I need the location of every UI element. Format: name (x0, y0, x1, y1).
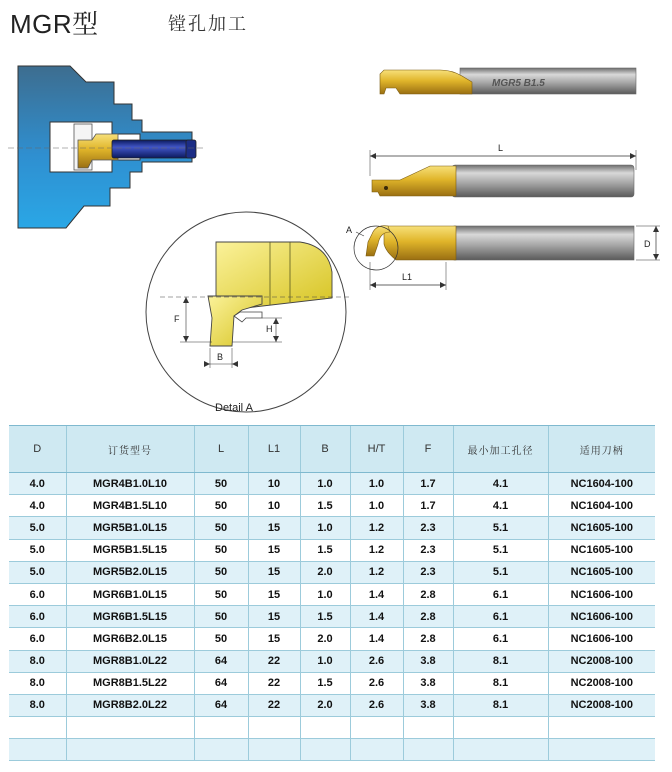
table-cell (248, 739, 300, 761)
table-cell (548, 717, 655, 739)
table-cell (453, 717, 548, 739)
table-cell: 4.1 (453, 495, 548, 517)
table-cell: 3.8 (403, 694, 453, 716)
table-cell: 10 (248, 473, 300, 495)
table-cell: 15 (248, 561, 300, 583)
table-cell: 1.4 (350, 583, 403, 605)
table-cell: NC1604-100 (548, 495, 655, 517)
table-cell (66, 717, 194, 739)
table-cell: MGR6B2.0L15 (66, 628, 194, 650)
table-cell: NC1605-100 (548, 517, 655, 539)
table-cell (350, 739, 403, 761)
table-cell: 2.3 (403, 561, 453, 583)
dimension-H: H (266, 324, 273, 334)
col-header-HT: H/T (350, 426, 403, 473)
table-row (9, 672, 655, 694)
table-cell: 2.3 (403, 517, 453, 539)
label-A: A (346, 225, 353, 235)
table-cell: 22 (248, 650, 300, 672)
table-cell (9, 739, 66, 761)
table-cell: 1.4 (350, 606, 403, 628)
table-cell: 4.0 (9, 495, 66, 517)
table-cell: 1.0 (350, 473, 403, 495)
table-cell: 3.8 (403, 650, 453, 672)
table-row (9, 561, 655, 583)
table-cell (453, 739, 548, 761)
dimension-B: B (217, 352, 224, 362)
table-cell: 1.0 (300, 473, 350, 495)
tool-photo (380, 68, 636, 94)
table-cell: 2.0 (300, 694, 350, 716)
table-row (9, 495, 655, 517)
table-row (9, 739, 655, 761)
table-cell: 8.1 (453, 650, 548, 672)
table-cell: 50 (194, 495, 248, 517)
table-cell: 1.5 (300, 672, 350, 694)
tool-side-view (370, 143, 636, 197)
table-cell: 50 (194, 628, 248, 650)
table-cell: 1.2 (350, 539, 403, 561)
table-row (9, 583, 655, 605)
table-cell: 4.0 (9, 473, 66, 495)
table-cell: 6.0 (9, 606, 66, 628)
page-title: MGR型 (10, 9, 99, 39)
table-cell: 50 (194, 473, 248, 495)
table-cell: 5.0 (9, 539, 66, 561)
table-cell: 5.0 (9, 561, 66, 583)
table-cell (403, 717, 453, 739)
table-cell (194, 739, 248, 761)
table-cell: NC2008-100 (548, 650, 655, 672)
table-cell: 15 (248, 539, 300, 561)
table-cell (9, 717, 66, 739)
table-cell: 2.6 (350, 694, 403, 716)
table-cell: 1.5 (300, 539, 350, 561)
dimension-L: L (498, 143, 504, 153)
table-cell: NC1606-100 (548, 628, 655, 650)
table-cell: NC1605-100 (548, 539, 655, 561)
table-cell: 22 (248, 672, 300, 694)
table-cell: NC2008-100 (548, 694, 655, 716)
table-cell: 5.1 (453, 517, 548, 539)
table-cell: NC2008-100 (548, 672, 655, 694)
table-cell: 4.1 (453, 473, 548, 495)
workpiece-section (8, 66, 205, 228)
table-row (9, 628, 655, 650)
table-cell: 2.8 (403, 583, 453, 605)
table-cell: 3.8 (403, 672, 453, 694)
col-header-L1: L1 (248, 426, 300, 473)
table-cell (548, 739, 655, 761)
detail-a-drawing (146, 212, 353, 412)
table-cell: MGR5B2.0L15 (66, 561, 194, 583)
table-cell: 50 (194, 539, 248, 561)
dimension-L1: L1 (402, 272, 413, 282)
table-cell: 1.0 (300, 583, 350, 605)
table-cell: 64 (194, 672, 248, 694)
table-cell (403, 739, 453, 761)
table-row (9, 517, 655, 539)
table-cell: MGR8B2.0L22 (66, 694, 194, 716)
table-cell: 6.1 (453, 628, 548, 650)
col-header-holder: 适用刀柄 (548, 426, 655, 473)
table-cell: 64 (194, 694, 248, 716)
table-cell: 2.6 (350, 672, 403, 694)
col-header-F: F (403, 426, 453, 473)
col-header-L: L (194, 426, 248, 473)
table-cell (248, 717, 300, 739)
table-cell: 6.0 (9, 583, 66, 605)
table-cell: 1.5 (300, 606, 350, 628)
table-cell: NC1606-100 (548, 583, 655, 605)
dimension-D: D (644, 239, 651, 249)
table-cell: 6.0 (9, 628, 66, 650)
table-cell: 5.0 (9, 517, 66, 539)
table-cell: 15 (248, 517, 300, 539)
table-cell: 1.0 (350, 495, 403, 517)
table-row (9, 650, 655, 672)
table-cell (300, 717, 350, 739)
table-cell: 2.6 (350, 650, 403, 672)
table-cell: 1.0 (300, 517, 350, 539)
tool-top-view (346, 225, 660, 290)
table-cell: 8.0 (9, 694, 66, 716)
table-cell (300, 739, 350, 761)
spec-table (9, 425, 655, 761)
col-header-min-bore: 最小加工孔径 (453, 426, 548, 473)
table-cell: 15 (248, 583, 300, 605)
col-header-order-code: 订货型号 (66, 426, 194, 473)
table-cell: 2.8 (403, 628, 453, 650)
table-cell: 1.4 (350, 628, 403, 650)
table-cell: 10 (248, 495, 300, 517)
table-cell (350, 717, 403, 739)
table-cell: 50 (194, 517, 248, 539)
table-cell: NC1605-100 (548, 561, 655, 583)
table-cell: 1.2 (350, 517, 403, 539)
table-cell: 1.2 (350, 561, 403, 583)
table-cell: 22 (248, 694, 300, 716)
table-cell: 8.1 (453, 672, 548, 694)
table-row (9, 717, 655, 739)
table-cell: MGR5B1.5L15 (66, 539, 194, 561)
table-cell: 5.1 (453, 539, 548, 561)
table-row (9, 694, 655, 716)
table-cell: 50 (194, 561, 248, 583)
table-header-row (9, 426, 655, 473)
table-cell: 2.0 (300, 628, 350, 650)
table-cell: 2.3 (403, 539, 453, 561)
tool-marking: MGR5 B1.5 (492, 78, 545, 89)
table-cell: MGR8B1.0L22 (66, 650, 194, 672)
table-cell: 2.8 (403, 606, 453, 628)
table-cell: 8.0 (9, 672, 66, 694)
table-cell: 6.1 (453, 606, 548, 628)
table-cell: 2.0 (300, 561, 350, 583)
table-cell: NC1604-100 (548, 473, 655, 495)
table-cell: MGR4B1.5L10 (66, 495, 194, 517)
col-header-D: D (9, 426, 66, 473)
detail-a-caption: Detail A (215, 402, 253, 414)
table-cell: 15 (248, 606, 300, 628)
table-cell (66, 739, 194, 761)
table-cell: MGR6B1.5L15 (66, 606, 194, 628)
table-row (9, 606, 655, 628)
table-cell (194, 717, 248, 739)
dimension-F: F (174, 314, 180, 324)
table-cell: MGR8B1.5L22 (66, 672, 194, 694)
page-subtitle: 镗孔加工 (168, 14, 248, 35)
table-cell: MGR5B1.0L15 (66, 517, 194, 539)
table-cell: 1.7 (403, 473, 453, 495)
table-row (9, 473, 655, 495)
table-row (9, 539, 655, 561)
table-cell: NC1606-100 (548, 606, 655, 628)
table-cell: 5.1 (453, 561, 548, 583)
table-cell: 50 (194, 606, 248, 628)
table-cell: MGR4B1.0L10 (66, 473, 194, 495)
table-cell: 6.1 (453, 583, 548, 605)
table-cell: 8.1 (453, 694, 548, 716)
table-cell: 15 (248, 628, 300, 650)
table-cell: 1.5 (300, 495, 350, 517)
table-cell: 50 (194, 583, 248, 605)
col-header-B: B (300, 426, 350, 473)
table-cell: 64 (194, 650, 248, 672)
table-cell: 8.0 (9, 650, 66, 672)
table-cell: 1.0 (300, 650, 350, 672)
table-cell: 1.7 (403, 495, 453, 517)
table-cell: MGR6B1.0L15 (66, 583, 194, 605)
